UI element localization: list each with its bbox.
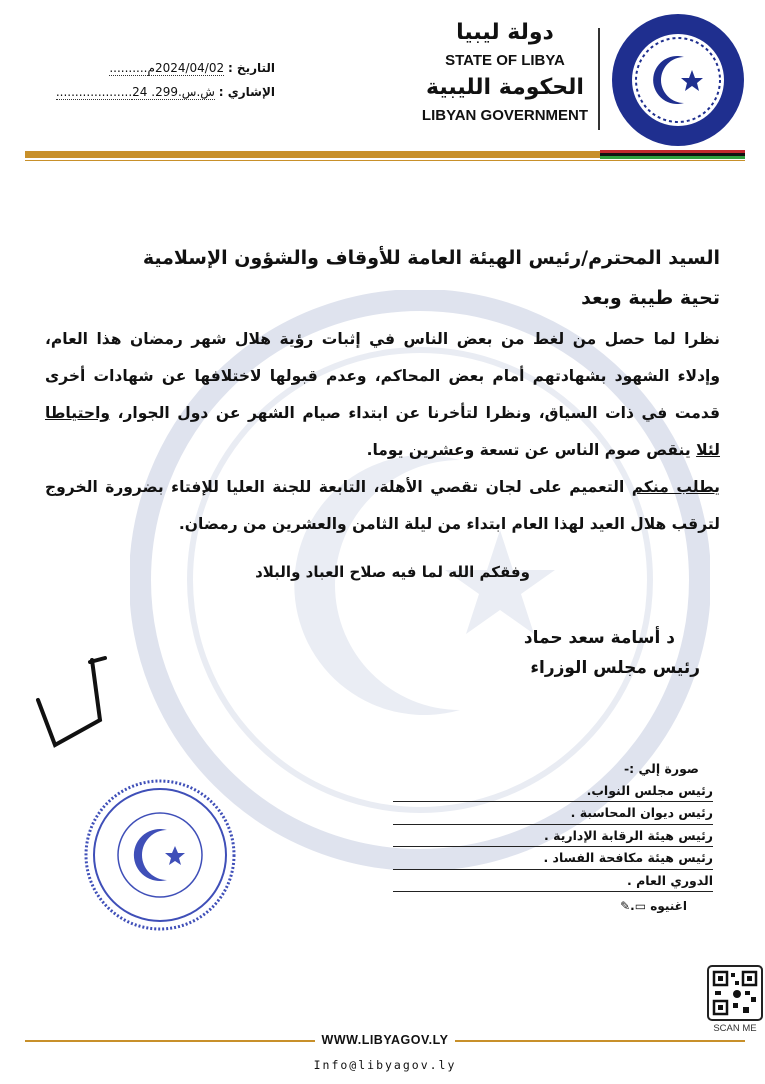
footer-line-right [455,1040,745,1042]
addressee: السيد المحترم/رئيس الهيئة العامة للأوقاف والشؤون الإسلامية [142,247,720,269]
reference-field: الإشاري : ش.س.299. 24.................... [55,85,275,99]
government-name-arabic: الحكومة الليبية [426,75,584,100]
government-name-english: LIBYAN GOVERNMENT [421,107,589,124]
flag-green-stripe [600,156,745,159]
reference-value: ش.س.299. 24 [132,85,215,99]
archive-name: اغنيوه [650,899,687,913]
p1-end: ينقص صوم الناس عن تسعة وعشرين يوما. [366,441,697,459]
state-name-arabic: دولة ليبيا [456,20,554,45]
footer-website[interactable]: WWW.LIBYAGOV.LY [321,1033,449,1047]
copy-recipient: رئيس هيئة الرقابة الإدارية . [393,825,713,848]
copies-list [393,758,713,892]
qr-code[interactable] [707,965,763,1021]
greeting: تحية طيبة وبعد [581,287,720,309]
header-band-gold [25,151,600,158]
copy-recipient: رئيس ديوان المحاسبة . [393,802,713,825]
p1-underlined: واحتياطا لئلا [45,404,720,459]
copy-recipient: الدوري العام . [393,870,713,893]
copy-recipient: رئيس مجلس النواب. [393,780,713,803]
signatory-name: د أسامة سعد حماد [523,628,675,648]
state-name-english: STATE OF LIBYA [445,52,565,69]
letter-column [45,245,720,914]
footer-email[interactable]: Info@libyagov.ly [313,1058,457,1072]
reference-label: الإشاري : [218,85,275,99]
p2-text: التعميم على لجان تقصي الأهلة، التابعة للجنة العليا للإفتاء بضرورة الخروج لترقب هلال العيد لهذا العام ابتداء من ليلة الثامن والعشرين من رمضان. [45,478,720,533]
copy-recipient: رئيس هيئة مكافحة الفساد . [393,847,713,870]
footer-line-left [25,1040,315,1042]
copies-heading: صورة إلي :- [623,761,699,776]
government-logo [610,12,746,148]
computer-icon: ▭ [634,899,647,913]
date-value: 2024/04/02م [147,61,225,75]
qr-label: SCAN ME [713,1023,757,1034]
signatory-title: رئيس مجلس الوزراء [530,658,700,678]
p2-lead: يطلب منكم [631,478,720,496]
p1-text: من لغط من بعض الناس في إثبات رؤية هلال شهر رمضان هذا العام، وإدلاء الشهود بشهادتهم أمام بعض المحاكم، وعدم قبولها لاختلافها عن شهادات أخرى قدمت في ذات السياق، ونظرا لتأخرنا عن ابتداء صيام الشهر عن دول الجوار، [45,330,720,422]
letter-body [45,321,720,543]
header-divider [598,28,600,130]
closing: وفقكم الله لما فيه صلاح العباد والبلاد [255,563,530,581]
signature-block [45,623,720,683]
p1-lead: نظرا لما حصل [604,330,720,348]
header-band-line [25,160,745,161]
date-field: التاريخ : 2024/04/02م.......... [109,61,275,75]
pen-icon: .✎ [620,899,635,913]
date-label: التاريخ : [227,61,275,75]
archive-note [45,898,687,914]
